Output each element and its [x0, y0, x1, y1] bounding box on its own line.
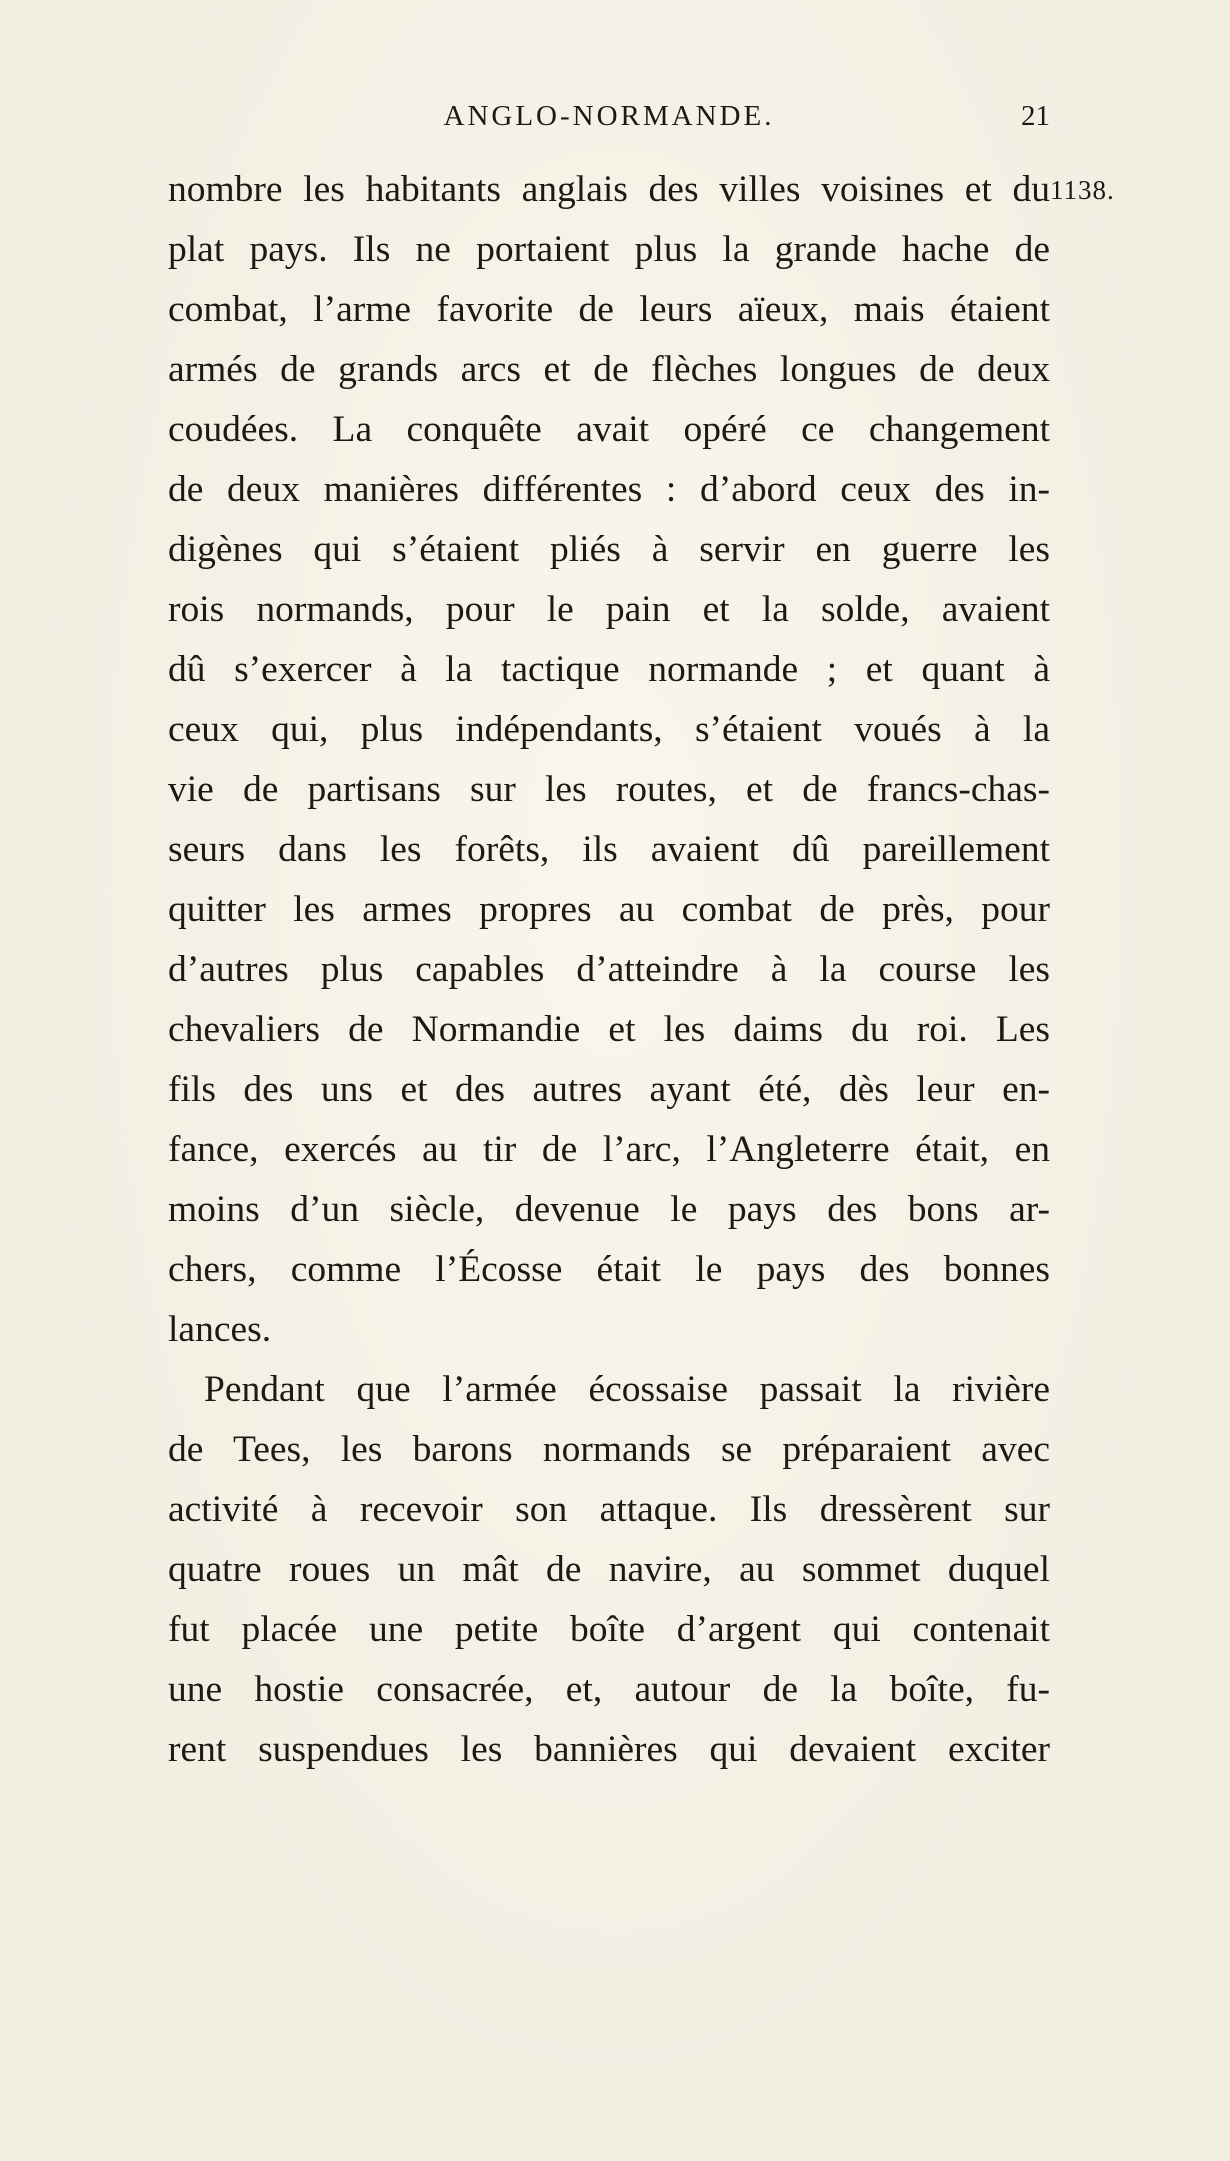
text-line: plat pays. Ils ne portaient plus la grande hache de [168, 229, 1050, 270]
text-line: rent suspendues les bannières qui devaient exciter [168, 1729, 1050, 1770]
text-line: seurs dans les forêts, ils avaient dû pareillement [168, 829, 1050, 870]
text-line: de Tees, les barons normands se préparaient avec [168, 1429, 1050, 1470]
text-line: quitter les armes propres au combat de près, pour [168, 889, 1050, 930]
text-line: fut placée une petite boîte d’argent qui contenait [168, 1609, 1050, 1650]
running-head: ANGLO-NORMANDE. [443, 100, 775, 132]
text-line-paragraph-start: Pendant que l’armée écossaise passait la rivière [204, 1369, 1050, 1410]
text-line: dû s’exercer à la tactique normande ; et quant à [168, 649, 1050, 690]
text-line: armés de grands arcs et de flèches longues de deux [168, 349, 1050, 390]
text-line: activité à recevoir son attaque. Ils dressèrent sur [168, 1489, 1050, 1530]
body-text [168, 160, 1050, 1780]
text-line: fance, exercés au tir de l’arc, l’Angleterre était, en [168, 1129, 1050, 1170]
text-line: de deux manières différentes : d’abord ceux des in- [168, 469, 1050, 510]
page-number: 21 [1021, 100, 1050, 132]
text-line: moins d’un siècle, devenue le pays des bons ar- [168, 1189, 1050, 1230]
text-line: coudées. La conquête avait opéré ce changement [168, 409, 1050, 450]
text-line: fils des uns et des autres ayant été, dès leur en- [168, 1069, 1050, 1110]
text-line-paragraph-end: lances. [168, 1309, 272, 1350]
text-line: rois normands, pour le pain et la solde, avaient [168, 589, 1050, 630]
text-line: chevaliers de Normandie et les daims du roi. Les [168, 1009, 1050, 1050]
page-header [168, 98, 1050, 138]
margin-year-note: 1138. [1050, 175, 1115, 205]
text-line: combat, l’arme favorite de leurs aïeux, mais étaient [168, 289, 1050, 330]
text-line: d’autres plus capables d’atteindre à la course les [168, 949, 1050, 990]
text-line: une hostie consacrée, et, autour de la boîte, fu- [168, 1669, 1050, 1710]
text-line: chers, comme l’Écosse était le pays des bonnes [168, 1249, 1050, 1290]
text-line: vie de partisans sur les routes, et de francs-chas- [168, 769, 1050, 810]
text-line: quatre roues un mât de navire, au sommet duquel [168, 1549, 1050, 1590]
text-line: digènes qui s’étaient pliés à servir en guerre les [168, 529, 1050, 570]
text-line: ceux qui, plus indépendants, s’étaient voués à la [168, 709, 1050, 750]
text-line: nombre les habitants anglais des villes voisines et du [168, 169, 1050, 210]
